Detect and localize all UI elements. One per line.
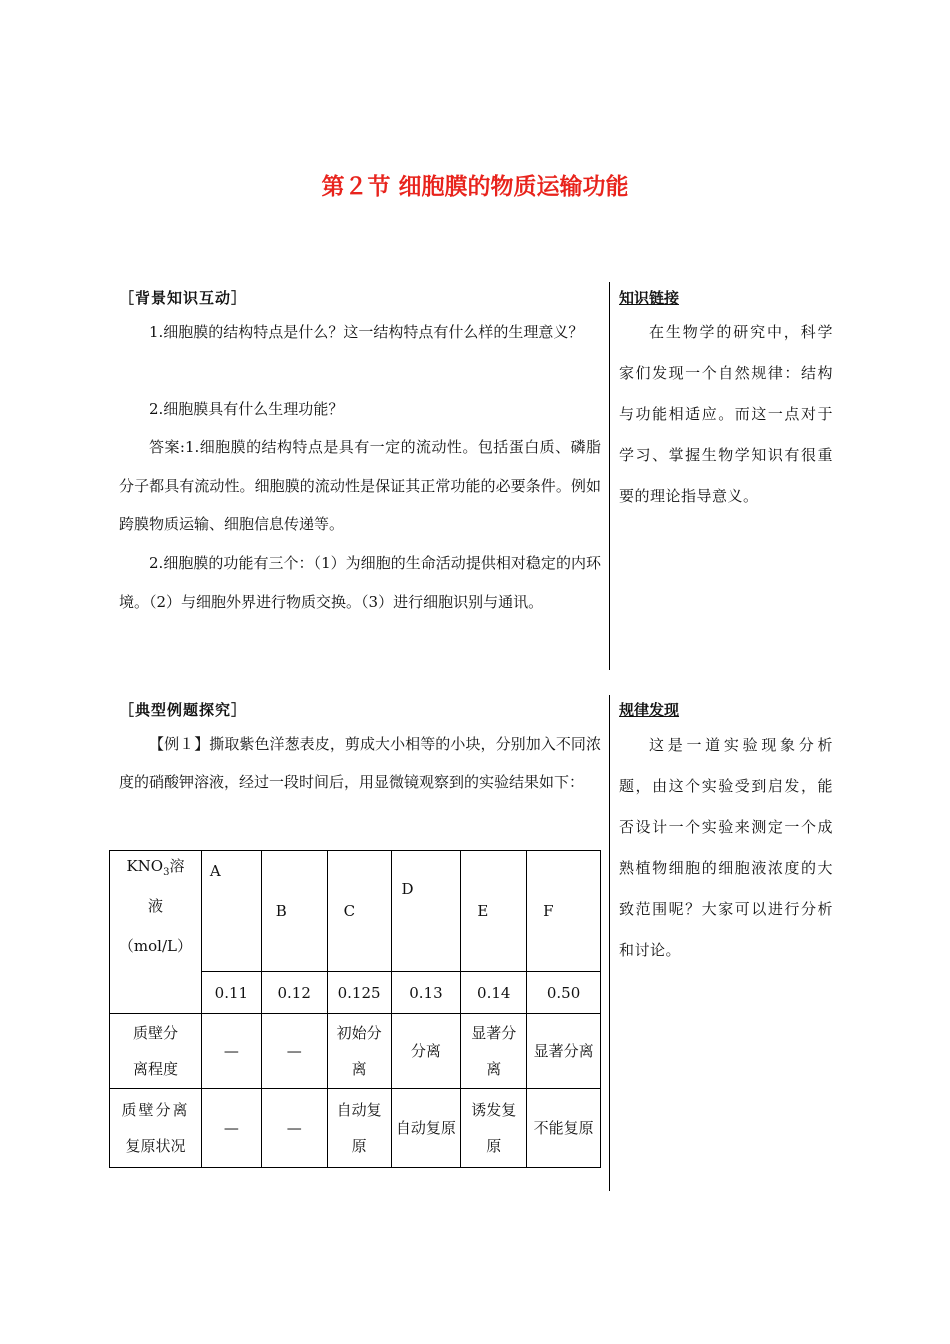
side-heading-rule-discovery: 规律发现 bbox=[619, 701, 680, 719]
value-b: 0.12 bbox=[261, 972, 327, 1014]
divider-line-1 bbox=[609, 282, 610, 670]
experiment-table bbox=[109, 850, 601, 1168]
plasmolysis-f: 显著分离 bbox=[527, 1014, 601, 1089]
example-1-text: 【例１】撕取紫色洋葱表皮，剪成大小相等的小块，分别加入不同浓度的硝酸钾溶液，经过一段时间后，用显微镜观察到的实验结果如下： bbox=[119, 735, 601, 791]
row-label-recovery: 质壁分离 复原状况 bbox=[110, 1089, 202, 1168]
side-heading-knowledge-link: 知识链接 bbox=[619, 289, 680, 307]
plasmolysis-c: 初始分离 bbox=[327, 1014, 391, 1089]
value-c: 0.125 bbox=[327, 972, 391, 1014]
header-concentration: $KNO_3$溶 液 （mol/L） bbox=[110, 851, 202, 1014]
col-letter-e: E bbox=[461, 851, 527, 972]
plasmolysis-b: — bbox=[261, 1014, 327, 1089]
value-d: 0.13 bbox=[391, 972, 461, 1014]
value-f: 0.50 bbox=[527, 972, 601, 1014]
recovery-d: 自动复原 bbox=[391, 1089, 461, 1168]
plasmolysis-a: — bbox=[201, 1014, 261, 1089]
col-letter-c: C bbox=[327, 851, 391, 972]
section-heading-background: ［背景知识互动］ bbox=[119, 289, 248, 307]
recovery-b: — bbox=[261, 1089, 327, 1168]
col-letter-a: A bbox=[201, 851, 261, 972]
recovery-a: — bbox=[201, 1089, 261, 1168]
col-letter-d: D bbox=[391, 851, 461, 972]
question-2: 2.细胞膜具有什么生理功能？ bbox=[149, 400, 344, 418]
row-label-plasmolysis-degree: 质壁分 离程度 bbox=[110, 1014, 202, 1089]
page-title: 第２节 细胞膜的物质运输功能 bbox=[321, 174, 629, 200]
col-letter-b: B bbox=[261, 851, 327, 972]
plasmolysis-d: 分离 bbox=[391, 1014, 461, 1089]
side-text-rule-discovery: 这是一道实验现象分析题，由这个实验受到启发，能否设计一个实验来测定一个成熟植物细胞的细胞液浓度的大致范围呢？大家可以进行分析和讨论。 bbox=[619, 736, 833, 959]
side-text-knowledge-link: 在生物学的研究中，科学家们发现一个自然规律：结构与功能相适应。而这一点对于学习、掌握生物学知识有很重要的理论指导意义。 bbox=[619, 323, 833, 505]
col-letter-f: F bbox=[527, 851, 601, 972]
answer-2: 2.细胞膜的功能有三个：（1）为细胞的生命活动提供相对稳定的内环境。（2）与细胞外界进行物质交换。（3）进行细胞识别与通讯。 bbox=[119, 554, 601, 611]
value-a: 0.11 bbox=[201, 972, 261, 1014]
recovery-e: 诱发复原 bbox=[461, 1089, 527, 1168]
question-1: 1.细胞膜的结构特点是什么？这一结构特点有什么样的生理意义？ bbox=[149, 323, 584, 341]
recovery-f: 不能复原 bbox=[527, 1089, 601, 1168]
plasmolysis-e: 显著分离 bbox=[461, 1014, 527, 1089]
section-heading-examples: ［典型例题探究］ bbox=[119, 701, 248, 719]
value-e: 0.14 bbox=[461, 972, 527, 1014]
answer-1: 答案:1.细胞膜的结构特点是具有一定的流动性。包括蛋白质、磷脂分子都具有流动性。细胞膜的流动性是保证其正常功能的必要条件。例如跨膜物质运输、细胞信息传递等。 bbox=[119, 438, 601, 533]
divider-line-2 bbox=[609, 695, 610, 1191]
recovery-c: 自动复原 bbox=[327, 1089, 391, 1168]
